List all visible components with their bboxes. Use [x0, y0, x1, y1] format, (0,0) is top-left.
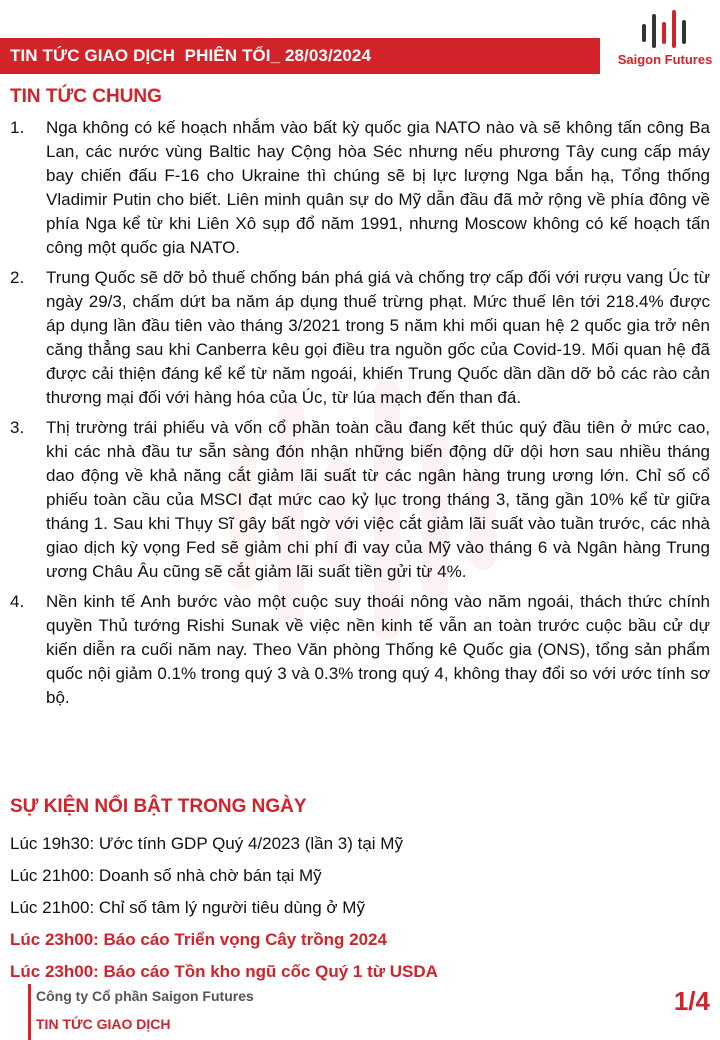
header-bar	[0, 38, 600, 74]
page-number: 1/4	[673, 986, 710, 1016]
list-item	[10, 266, 710, 410]
footer-divider	[28, 984, 31, 1040]
logo-bars-icon	[638, 8, 694, 50]
events-list	[10, 828, 710, 988]
item-number: 2.	[10, 268, 25, 287]
logo-text: Saigon Futures	[617, 52, 713, 67]
item-text: Thị trường trái phiếu và vốn cổ phần toàn cầu đang kết thúc quý đầu tiên ở mức cao, khi các nhà đầu tư sẵn sàng đón nhận những biến động dữ dội hơn sau nhiều tháng dao động về khả năng cắt giảm lãi suất từ các ngân hàng trung ương lớn. Chỉ số cổ phiếu toàn cầu của MSCI đạt mức cao kỷ lục trong tháng 3, tăng gần 10% kể từ giữa tháng 1. Sau khi Thụy Sĩ gây bất ngờ với việc cắt giảm lãi suất vào tuần trước, các nhà giao dịch kỳ vọng Fed sẽ giảm chi phí đi vay của Mỹ vào tháng 6 và Ngân hàng Trung ương Châu Âu cũng sẽ cắt giảm lãi suất tiền gửi từ 4%.	[46, 418, 710, 581]
item-text: Nền kinh tế Anh bước vào một cuộc suy thoái nông vào năm ngoái, thách thức chính quyền Thủ tướng Rishi Sunak về việc nền kinh tế vẫn an toàn trước cuộc bầu cử dự kiến diễn ra cuối năm nay. Theo Văn phòng Thống kê Quốc gia (ONS), tổng sản phẩm quốc nội giảm 0.1% trong quý 3 và 0.3% trong quý 4, không thay đổi so với ước tính sơ bộ.	[46, 592, 710, 707]
footer-section: TIN TỨC GIAO DỊCH	[36, 1016, 171, 1032]
event-item: Lúc 19h30: Ước tính GDP Quý 4/2023 (lần 3) tại Mỹ	[10, 834, 403, 853]
event-item: Lúc 21h00: Chỉ số tâm lý người tiêu dùng ở Mỹ	[10, 898, 365, 917]
item-number: 4.	[10, 592, 25, 611]
list-item	[10, 416, 710, 584]
event-item: Lúc 21h00: Doanh số nhà chờ bán tại Mỹ	[10, 866, 322, 885]
event-item-highlight: Lúc 23h00: Báo cáo Triển vọng Cây trồng 2024	[10, 930, 387, 949]
list-item	[10, 116, 710, 260]
item-text: Trung Quốc sẽ dỡ bỏ thuế chống bán phá giá và chống trợ cấp đối với rượu vang Úc từ ngày 29/3, chấm dứt ba năm áp dụng thuế trừng phạt. Mức thuế lên tới 218.4% được áp dụng lần đầu tiên vào tháng 3/2021 trong 5 năm khi mối quan hệ 2 quốc gia trở nên căng thẳng sau khi Canberra kêu gọi điều tra nguồn gốc của Covid-19. Mối quan hệ đã được cải thiện đáng kể kể từ năm ngoái, khiến Trung Quốc dần dần dỡ bỏ các rào cản thương mại đối với hàng hóa của Úc, từ lúa mạch đến than đá.	[46, 268, 710, 407]
footer-company: Công ty Cổ phần Saigon Futures	[36, 988, 254, 1004]
event-item-highlight: Lúc 23h00: Báo cáo Tồn kho ngũ cốc Quý 1 từ USDA	[10, 962, 438, 981]
news-list	[10, 116, 710, 716]
item-text: Nga không có kế hoạch nhắm vào bất kỳ quốc gia NATO nào và sẽ không tấn công Ba Lan, các nước vùng Baltic hay Cộng hòa Séc nhưng nếu phương Tây cung cấp máy bay chiến đấu F-16 cho Ukraine thì chúng sẽ bị lực lượng Nga bắn hạ, Tổng thống Vladimir Putin cho biết. Liên minh quân sự do Mỹ dẫn đầu đã mở rộng về phía đông về phía Nga kể từ khi Liên Xô sụp đổ năm 1991, nhưng Moscow không có kế hoạch tấn công một quốc gia NATO.	[46, 118, 710, 257]
list-item	[10, 590, 710, 710]
item-number: 1.	[10, 118, 25, 137]
page-title: TIN TỨC GIAO DỊCH PHIÊN TỐI_ 28/03/2024	[10, 46, 372, 65]
item-number: 3.	[10, 418, 25, 437]
events-title: SỰ KIỆN NỔI BẬT TRONG NGÀY	[10, 796, 307, 817]
general-news-title: TIN TỨC CHUNG	[10, 86, 162, 107]
company-logo	[606, 6, 718, 72]
